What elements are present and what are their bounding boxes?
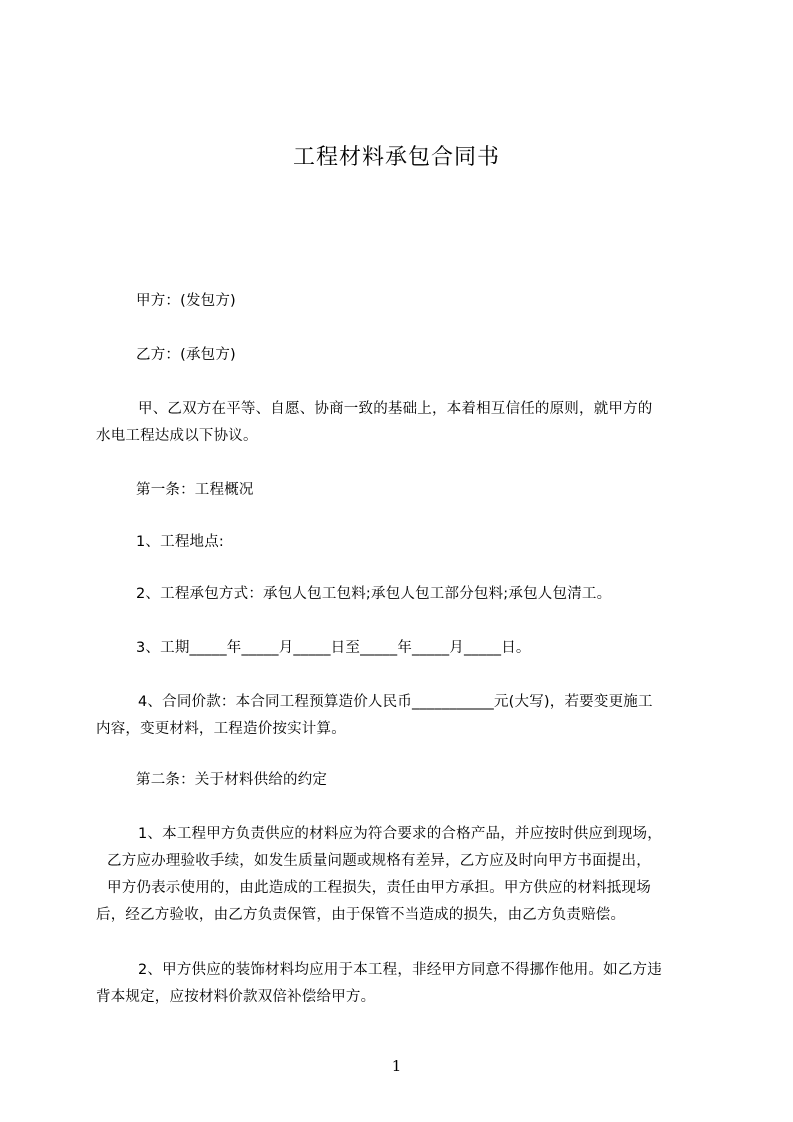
article2-item2-line-1: 2、甲方供应的装饰材料均应用于本工程，非经甲方同意不得挪作他用。如乙方违 bbox=[138, 962, 662, 978]
article2-item2-line-2: 背本规定，应按材料价款双倍补偿给甲方。 bbox=[96, 989, 376, 1005]
intro-line-1: 甲、乙双方在平等、自愿、协商一致的基础上，本着相互信任的原则，就甲方的 bbox=[138, 401, 653, 417]
article1-item2: 2、工程承包方式：承包人包工包料;承包人包工部分包料;承包人包清工。 bbox=[136, 586, 612, 602]
article2-item1-line-2: 乙方应办理验收手续，如发生质量问题或规格有差异，乙方应及时向甲方书面提出， bbox=[107, 853, 651, 869]
article2-heading: 第二条：关于材料供给的约定 bbox=[136, 772, 328, 788]
article2-item1-line-1: 1、本工程甲方负责供应的材料应为符合要求的合格产品，并应按时供应到现场， bbox=[138, 826, 662, 842]
party-a-line: 甲方：(发包方) bbox=[136, 293, 236, 309]
article1-heading: 第一条：工程概况 bbox=[136, 482, 254, 498]
intro-line-2: 水电工程达成以下协议。 bbox=[96, 428, 258, 444]
document-title: 工程材料承包合同书 bbox=[292, 145, 500, 170]
party-b-line: 乙方：(承包方) bbox=[136, 347, 236, 363]
page-number: 1 bbox=[391, 1057, 402, 1075]
article1-item4-line-1: 4、合同价款：本合同工程预算造价人民币___________元(大写)，若要变更施工 bbox=[138, 694, 653, 710]
article1-item3: 3、工期_____年_____月_____日至_____年_____月_____日。 bbox=[136, 640, 531, 656]
article1-item4-line-2: 内容，变更材料，工程造价按实计算。 bbox=[96, 721, 346, 737]
article1-item1: 1、工程地点: bbox=[136, 534, 225, 550]
article2-item1-line-3: 甲方仍表示使用的，由此造成的工程损失，责任由甲方承担。甲方供应的材料抵现场 bbox=[107, 880, 651, 896]
article2-item1-line-4: 后，经乙方验收，由乙方负责保管，由于保管不当造成的损失，由乙方负责赔偿。 bbox=[96, 907, 626, 923]
